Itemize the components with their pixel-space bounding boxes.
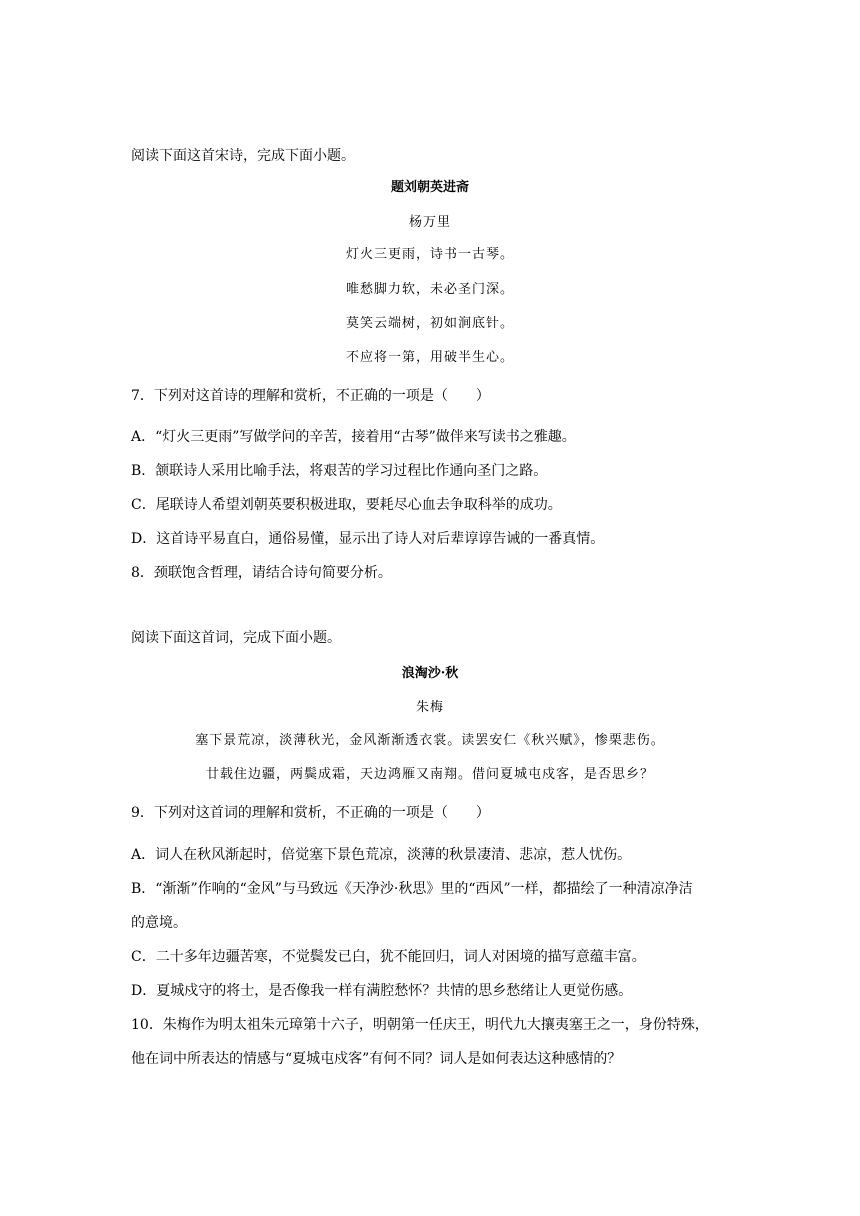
poem1-line: 莫笑云端树，初如涧底针。: [345, 316, 514, 331]
poem2-author: 朱梅: [415, 700, 444, 715]
question-9: 9．下列对这首词的理解和赏析，不正确的一项是（ ）: [131, 805, 490, 821]
section1-intro: 阅读下面这首宋诗，完成下面小题。: [131, 148, 355, 164]
question-10: 10．朱梅作为明太祖朱元璋第十六子，明朝第一任庆王，明代九大攘夷塞王之一，身份特殊，: [131, 1017, 709, 1033]
poem2-line: 廿载住边疆，两鬓成霜，天边鸿雁又南翔。借问夏城屯戍客，是否思乡？: [205, 767, 654, 782]
question-10-cont: 他在词中所表达的情感与“夏城屯戍客”有何不同？词人是如何表达这种感情的？: [131, 1051, 622, 1067]
q9-option-a: A．词人在秋风渐起时，倍觉塞下景色荒凉，淡薄的秋景凄清、悲凉，惹人忧伤。: [131, 847, 632, 863]
q7-option-b: B．颔联诗人采用比喻手法，将艰苦的学习过程比作通向圣门之路。: [131, 463, 548, 479]
poem2-line: 塞下景荒凉，淡薄秋光，金风渐渐透衣裳。读罢安仁《秋兴赋》，惨栗悲伤。: [195, 733, 665, 748]
poem1-author: 杨万里: [408, 215, 451, 230]
poem2-title: 浪淘沙·秋: [401, 666, 459, 681]
poem1-line: 不应将一第，用破半生心。: [345, 350, 514, 365]
q7-option-a: A．“灯火三更雨”写做学问的辛苦，接着用“古琴”做伴来写读书之雅趣。: [131, 429, 576, 445]
section2-intro: 阅读下面这首词，完成下面小题。: [131, 630, 341, 646]
poem1-title: 题刘朝英进斋: [390, 180, 469, 195]
q9-option-b-cont: 的意境。: [131, 915, 187, 931]
q7-option-c: C．尾联诗人希望刘朝英要积极进取，要耗尽心血去争取科举的成功。: [131, 497, 562, 513]
question-7: 7．下列对这首诗的理解和赏析，不正确的一项是（ ）: [131, 388, 490, 404]
q7-option-d: D．这首诗平易直白，通俗易懂，显示出了诗人对后辈谆谆告诫的一番真情。: [131, 531, 605, 547]
poem1-line: 唯愁脚力软，未必圣门深。: [345, 282, 514, 297]
poem1-line: 灯火三更雨，诗书一古琴。: [345, 247, 514, 262]
question-8: 8．颈联饱含哲理，请结合诗句简要分析。: [131, 565, 392, 581]
q9-option-b: B．“渐渐”作响的“金风”与马致远《天净沙·秋思》里的“西风”一样，都描绘了一种清凉净洁: [131, 881, 693, 897]
q9-option-c: C．二十多年边疆苦寒，不觉鬓发已白，犹不能回归，词人对困境的描写意蕴丰富。: [131, 949, 646, 965]
q9-option-d: D．夏城戍守的将士，是否像我一样有满腔愁怀？共情的思乡愁绪让人更觉伤感。: [131, 983, 633, 999]
